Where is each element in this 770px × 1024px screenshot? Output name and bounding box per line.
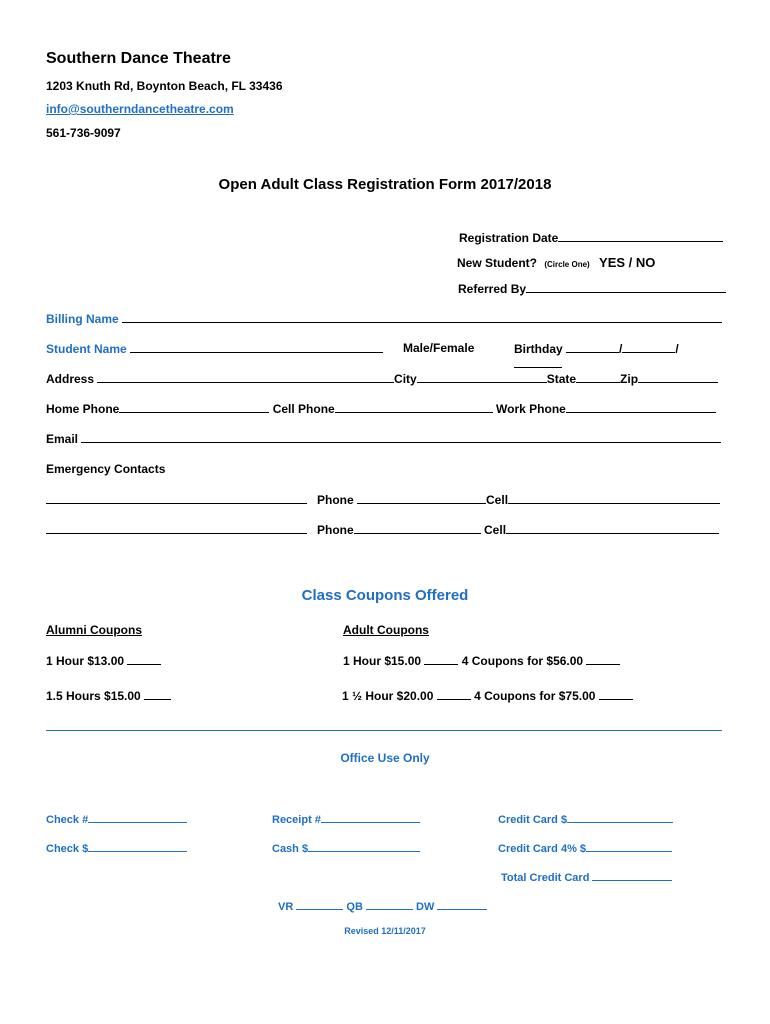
alumni-coupon-1-line[interactable]	[127, 653, 161, 665]
adult-coupon-1-line[interactable]	[424, 653, 458, 665]
email-line[interactable]	[81, 431, 721, 443]
home-phone-line[interactable]	[119, 401, 269, 413]
emergency-cell-line-1[interactable]	[508, 492, 720, 504]
billing-name-label: Billing Name	[46, 312, 119, 326]
check-number-field[interactable]	[46, 811, 187, 826]
adult-coupon-2-label: 1 ½ Hour $20.00	[342, 689, 434, 703]
vr-qb-dw-row	[278, 898, 487, 913]
emergency-name-line-1[interactable]	[46, 492, 307, 504]
new-student-field	[457, 255, 655, 270]
referred-by-field[interactable]	[458, 281, 726, 296]
emergency-cell-label-2: Cell	[484, 523, 507, 537]
address-label: Address	[46, 372, 95, 386]
zip-label: Zip	[620, 372, 639, 386]
yes-no-options[interactable]: YES / NO	[599, 255, 656, 270]
registration-date-field[interactable]	[459, 230, 723, 245]
alumni-coupon-2[interactable]	[46, 688, 171, 703]
form-title: Open Adult Class Registration Form 2017/2018	[218, 176, 552, 193]
student-name-label: Student Name	[46, 342, 127, 356]
receipt-number-line[interactable]	[321, 811, 420, 823]
work-phone-label: Work Phone	[496, 402, 566, 416]
qb-line[interactable]	[366, 898, 413, 910]
billing-name-line[interactable]	[122, 311, 722, 323]
emergency-name-line-2[interactable]	[46, 522, 307, 534]
emergency-cell-label-1: Cell	[486, 493, 509, 507]
emergency-contact-2	[46, 522, 723, 538]
referred-by-label: Referred By	[458, 282, 527, 296]
org-email-link[interactable]: info@southerndancetheatre.com	[46, 102, 234, 116]
adult-coupon-2b-label: 4 Coupons for $75.00	[474, 689, 596, 703]
birthday-label: Birthday	[514, 342, 563, 356]
state-label: State	[546, 372, 577, 386]
email-label: Email	[46, 432, 79, 446]
credit-card-4-field[interactable]	[498, 840, 672, 855]
emergency-phone-line-2[interactable]	[354, 522, 481, 534]
registration-date-label: Registration Date	[459, 231, 559, 245]
alumni-coupon-2-line[interactable]	[144, 688, 171, 700]
dw-label: DW	[416, 901, 435, 913]
credit-card-field[interactable]	[498, 811, 673, 826]
check-number-line[interactable]	[88, 811, 187, 823]
adult-coupons-header: Adult Coupons	[343, 623, 429, 637]
adult-coupon-1-label: 1 Hour $15.00	[343, 654, 422, 668]
cash-field[interactable]	[272, 840, 420, 855]
cash-label: Cash $	[272, 843, 309, 855]
circle-one-note: (Circle One)	[544, 260, 590, 269]
student-name-line[interactable]	[130, 341, 383, 353]
emergency-cell-line-2[interactable]	[506, 522, 719, 534]
credit-card-4-line[interactable]	[586, 840, 672, 852]
address-line[interactable]	[97, 371, 394, 383]
zip-line[interactable]	[638, 371, 718, 383]
emergency-contact-1	[46, 492, 723, 508]
check-amount-label: Check $	[46, 843, 89, 855]
vr-label: VR	[278, 901, 294, 913]
adult-coupon-1b-line[interactable]	[586, 653, 620, 665]
home-phone-label: Home Phone	[46, 402, 120, 416]
phones-row	[46, 401, 723, 417]
section-divider	[46, 730, 722, 731]
alumni-coupon-1[interactable]	[46, 653, 161, 668]
address-row	[46, 371, 723, 387]
referred-by-line[interactable]	[526, 281, 726, 293]
credit-card-line[interactable]	[567, 811, 673, 823]
emergency-phone-line-1[interactable]	[357, 492, 486, 504]
check-amount-field[interactable]	[46, 840, 187, 855]
birthday-slash-2: /	[675, 342, 679, 356]
alumni-coupons-header: Alumni Coupons	[46, 623, 142, 637]
receipt-number-label: Receipt #	[272, 814, 321, 826]
birthday-year-line[interactable]	[514, 356, 562, 368]
vr-line[interactable]	[296, 898, 343, 910]
credit-card-4-label: Credit Card 4% $	[498, 843, 587, 855]
org-phone: 561-736-9097	[46, 126, 121, 140]
adult-coupon-2[interactable]	[342, 688, 633, 703]
coupons-title: Class Coupons Offered	[301, 587, 469, 604]
qb-label: QB	[346, 901, 363, 913]
billing-name-row[interactable]	[46, 311, 723, 327]
total-credit-card-label: Total Credit Card	[501, 872, 590, 884]
total-credit-card-line[interactable]	[592, 869, 672, 881]
dw-line[interactable]	[437, 898, 487, 910]
alumni-coupon-1-label: 1 Hour $13.00	[46, 654, 125, 668]
new-student-label: New Student?	[457, 256, 537, 270]
city-label: City	[394, 372, 417, 386]
student-name-row	[46, 341, 723, 357]
cell-phone-line[interactable]	[335, 401, 493, 413]
adult-coupon-1b-label: 4 Coupons for $56.00	[461, 654, 584, 668]
state-line[interactable]	[576, 371, 620, 383]
cell-phone-label: Cell Phone	[272, 402, 335, 416]
male-female-label[interactable]: Male/Female	[403, 341, 475, 355]
check-number-label: Check #	[46, 814, 89, 826]
adult-coupon-2-line[interactable]	[437, 688, 471, 700]
total-credit-card-field[interactable]	[501, 869, 672, 884]
birthday-day-line[interactable]	[622, 341, 675, 353]
cash-line[interactable]	[308, 840, 420, 852]
emergency-phone-label-1: Phone	[317, 493, 354, 507]
org-address: 1203 Knuth Rd, Boynton Beach, FL 33436	[46, 79, 283, 93]
credit-card-label: Credit Card $	[498, 814, 568, 826]
emergency-contacts-label: Emergency Contacts	[46, 462, 166, 476]
work-phone-line[interactable]	[566, 401, 716, 413]
email-row[interactable]	[46, 431, 723, 447]
org-name: Southern Dance Theatre	[46, 50, 231, 67]
check-amount-line[interactable]	[88, 840, 187, 852]
adult-coupon-2b-line[interactable]	[599, 688, 633, 700]
registration-date-line[interactable]	[558, 230, 723, 242]
alumni-coupon-2-label: 1.5 Hours $15.00	[46, 689, 141, 703]
city-line[interactable]	[417, 371, 547, 383]
revised-date: Revised 12/11/2017	[344, 926, 426, 936]
office-use-title: Office Use Only	[340, 751, 430, 765]
emergency-phone-label-2: Phone	[317, 523, 354, 537]
birthday-slash-1: /	[619, 342, 623, 356]
adult-coupon-1[interactable]	[343, 653, 620, 668]
receipt-number-field[interactable]	[272, 811, 420, 826]
birthday-month-line[interactable]	[566, 341, 619, 353]
